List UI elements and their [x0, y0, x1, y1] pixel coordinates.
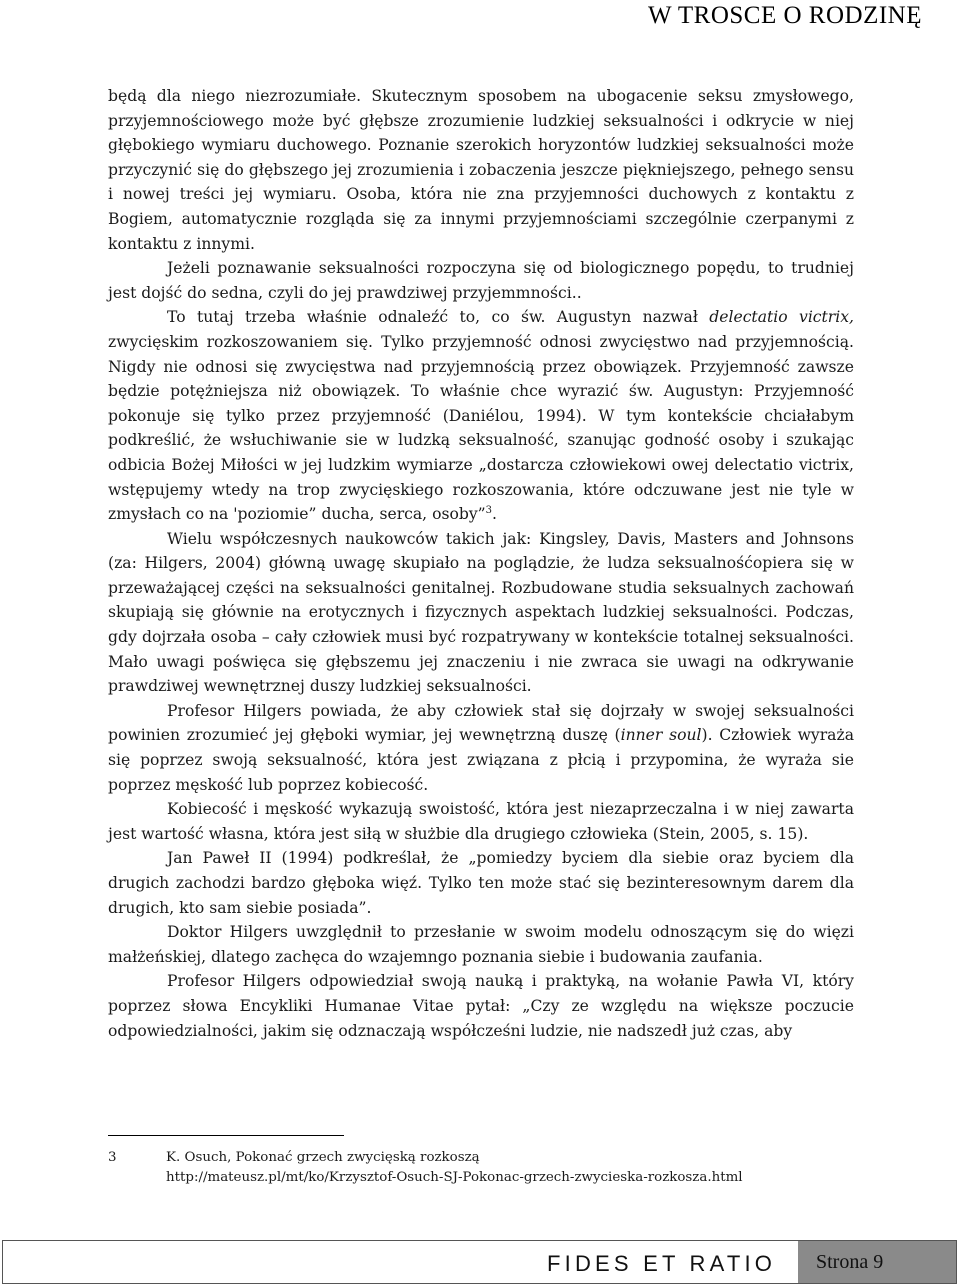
- footnote-separator: [108, 1135, 344, 1136]
- footer-brand: FIDES ET RATIO: [547, 1251, 777, 1276]
- text-run: Wielu współczesnych naukowców takich jak: Kingsley, Davis, Masters and Johnsons (za: Hilgers, 2004) główną uwagę skupiało na poglądzie, że ludza seksualnośćopiera się w przeważającej części na seksualności genitalnej. Rozbudowane studia seksualnych zachowań skupiają się głównie na erotycznych i fizycznych aspektach ludzkiej seksualności. Podczas, gdy dojrzała osoba – cały człowiek musi być rozpatrywany w kontekście totalnej seksualności. Mało uwagi poświęca się głębszemu jej znaczeniu i nie zwraca sie uwagi na odkrywanie prawdziwej wewnętrznej duszy ludzkiej seksualności.: [108, 529, 854, 696]
- page-footer: [2, 1240, 957, 1284]
- italic-phrase: delectatio victrix,: [709, 308, 854, 327]
- paragraph: [108, 305, 854, 526]
- text-run: ). Człowiek wyraża się poprzez swoją seksualność, która jest związana z płcią i przypomina, że wyraża sie poprzez męskość lub poprzez kobiecość.: [108, 726, 854, 794]
- paragraph: [108, 797, 854, 846]
- paragraph: [108, 256, 854, 305]
- text-run: .: [492, 505, 497, 524]
- footnote-text: [166, 1148, 743, 1188]
- text-run: Profesor Hilgers powiada, że aby człowiek stał się dojrzały w swojej seksualności powinien zrozumieć jej głęboki wymiar, jej wewnętrzną duszę (: [108, 701, 854, 745]
- text-run: będą dla niego niezrozumiałe. Skutecznym sposobem na ubogacenie seksu zmysłowego, przyjemnościowego może być głębsze zrozumienie ludzkiej seksualności i odkrycie w niej głębokiego wymiaru duchowego. Poznanie szerokich horyzontów ludzkiej seksualności może przyczynić się do głębszego jej zrozumienia i zobaczenia jeszcze piękniejszego, pełnego sensu i nowej treści jej wymiaru. Osoba, która nie zna przyjemności duchowych z kontaktu z Bogiem, automatycznie rozgląda się za innymi przyjemnościami szczególnie czerpanymi z kontaktu z innymi.: [108, 87, 854, 253]
- text-run: Profesor Hilgers odpowiedział swoją nauką i praktyką, na wołanie Pawła VI, który poprzez słowa Encykliki Humanae Vitae pytał: „Czy ze względu na większe poczucie odpowiedzialności, jakim się odznaczają współcześni ludzie, nie nadszedł już czas, aby: [108, 972, 854, 1040]
- paragraph: [108, 920, 854, 969]
- page-number: Strona 9: [816, 1251, 884, 1273]
- running-header-title: W TROSCE O RODZINĘ: [647, 2, 922, 29]
- footnote-citation: K. Osuch, Pokonać grzech zwycięską rozkoszą: [166, 1150, 480, 1165]
- paragraph: [108, 527, 854, 699]
- text-run: Jeżeli poznawanie seksualności rozpoczyna się od biologicznego popędu, to trudniej jest dojść do sedna, czyli do jej prawdziwej przyjemmności..: [108, 259, 854, 302]
- footnote-url: http://mateusz.pl/mt/ko/Krzysztof-Osuch-SJ-Pokonac-grzech-zwycieska-rozkosza.html: [166, 1170, 743, 1185]
- article-body: [108, 84, 854, 1043]
- paragraph: [108, 969, 854, 1043]
- text-run: zwycięskim rozkoszowaniem się. Tylko przyjemność odnosi zwycięstwo nad przyjemnością. Nigdy nie odnosi się zwycięstwa nad przyjemnością przez obowiązek. Przyjemność zawsze będzie potężniejsza niż obowiązek. To właśnie chce wyrazić św. Augustyn: Przyjemność pokonuje się tylko przez przyjemność (Daniélou, 1994). W tym kontekście chciałabym podkreślić, że wsłuchiwanie sie w ludzką seksualność, szanując godność osoby i szukając odbicia Bożej Miłości w jej ludzkim wymiarze „dostarcza człowiekowi owej delectatio victrix, wstępujemy wtedy na trop zwycięskiego rozkoszowania, które odczuwane jest nie tyle w zmysłach co na 'poziomie” ducha, serca, osoby”: [108, 332, 854, 524]
- footnote-number: 3: [108, 1150, 117, 1165]
- footnote-reference: 3: [485, 504, 493, 516]
- italic-phrase: inner soul: [620, 726, 702, 745]
- text-run: Doktor Hilgers uwzględnił to przesłanie w swoim modelu odnoszącym się do więzi małżeńskiej, dlatego zachęca do wzajemngo poznania siebie i budowania zaufania.: [108, 923, 854, 966]
- paragraph: [108, 84, 854, 256]
- paragraph: [108, 846, 854, 920]
- paragraph: [108, 699, 854, 797]
- text-run: Jan Paweł II (1994) podkreślał, że „pomiedzy byciem dla siebie oraz byciem dla drugich zachodzi bardzo głęboka więź. Tylko ten może stać się bezinteresownym darem dla drugich, kto sam siebie posiada”.: [108, 849, 854, 917]
- page-header: [0, 0, 960, 32]
- page-number-box: [794, 1241, 956, 1283]
- text-run: To tutaj trzeba właśnie odnaleźć to, co św. Augustyn nazwał: [167, 308, 710, 327]
- text-run: Kobiecość i męskość wykazują swoistość, która jest niezaprzeczalna i w niej zawarta jest wartość własna, która jest siłą w służbie dla drugiego człowieka (Stein, 2005, s. 15).: [108, 800, 854, 843]
